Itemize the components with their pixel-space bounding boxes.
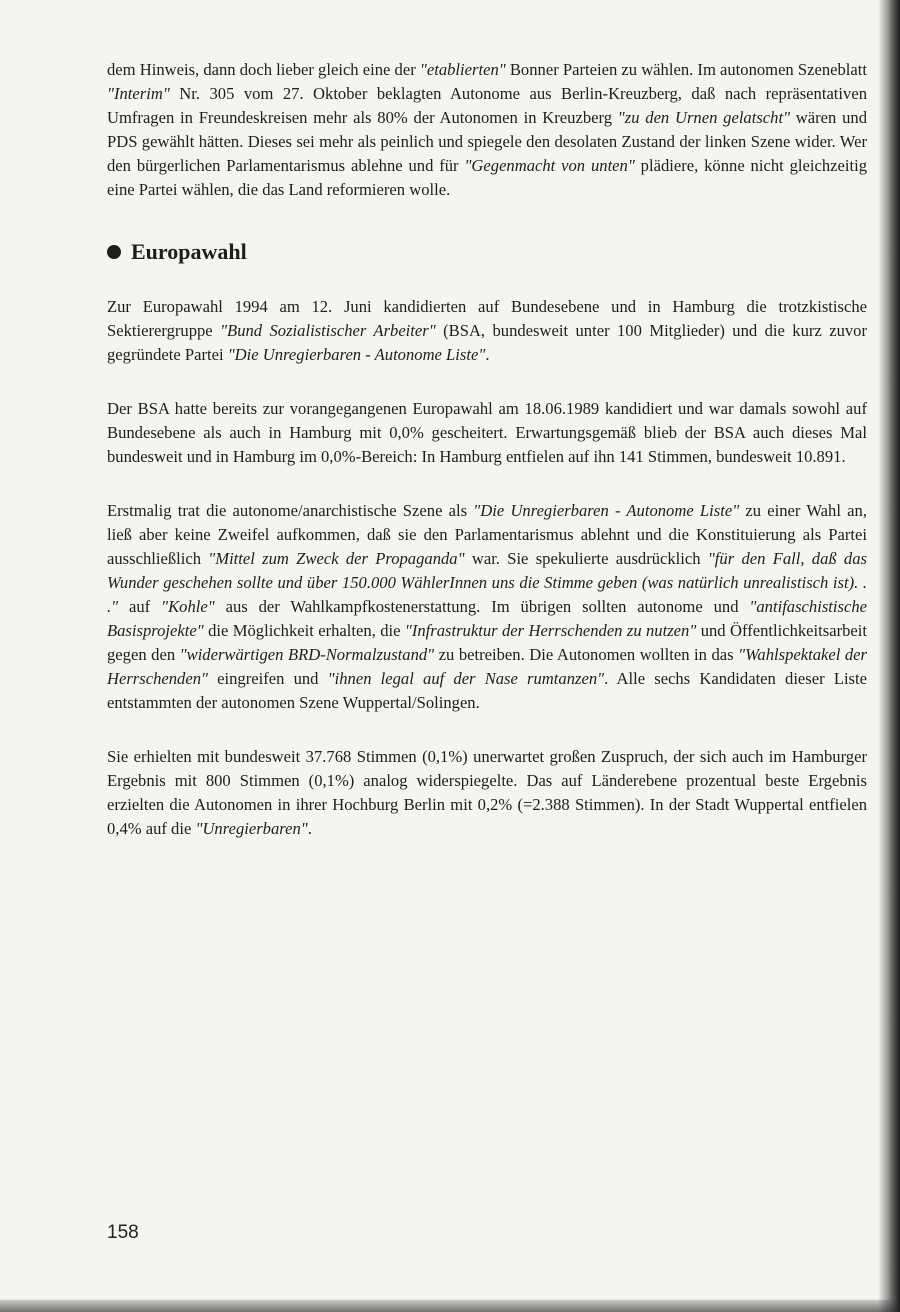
text-run: Sie erhielten mit bundesweit 37.768 Stimmen (0,1%) unerwartet großen Zuspruch, der sich auch im Hamburger Ergebnis mit 800 Stimmen (0,1%) analog widerspiegelte. Das auf Länderebene prozentual beste Ergebnis erzielten die Autonomen in ihrer Hochburg Berlin mit 0,2% (=2.388 Stimmen). In der Stadt Wuppertal entfielen 0,4% auf die xyxy=(107,747,867,838)
text-run: . Alle sechs Kandidaten dieser Liste entstammten der autonomen Szene Wuppertal/Solingen. xyxy=(107,669,867,712)
text-run: plädiere, könne nicht gleichzeitig eine Partei wählen, die das Land reformieren wolle. xyxy=(107,156,867,199)
quote: "Gegenmacht von unten" xyxy=(464,156,635,175)
section-heading-text: Europawahl xyxy=(131,239,247,264)
text-run: aus der Wahlkampfkostenerstattung. Im übrigen sollten autonome und xyxy=(214,597,750,616)
section-heading xyxy=(107,237,867,267)
quote: "etablierten" xyxy=(419,60,506,79)
quote: "widerwärtigen BRD-Normalzustand" xyxy=(179,645,435,664)
text-run: die Möglichkeit erhalten, die xyxy=(203,621,405,640)
quote: "antifaschistische Basisprojekte" xyxy=(107,597,867,640)
text-run: Zur Europawahl 1994 am 12. Juni kandidierten auf Bundesebene und in Hamburg die trotzkistische Sektierergruppe xyxy=(107,297,867,340)
text-run: zu einer Wahl an, ließ aber keine Zweifel aufkommen, daß sie den Parlamentarismus ablehnt und die Konstituierung als Partei ausschließlich xyxy=(107,501,867,568)
quote: "Unregierbaren" xyxy=(195,819,308,838)
quote: "zu den Urnen gelatscht" xyxy=(617,108,791,127)
quote: "Die Unregierbaren - Autonome Liste" xyxy=(473,501,740,520)
text-run: . xyxy=(307,819,312,838)
paragraph-4 xyxy=(107,745,867,841)
text-run: zu betreiben. Die Autonomen wollten in das xyxy=(434,645,739,664)
text-run: eingreifen und xyxy=(207,669,328,688)
text-run: Erstmalig trat die autonome/anarchistische Szene als xyxy=(107,501,474,520)
text-run: Bonner Parteien zu wählen. Im autonomen Szeneblatt xyxy=(505,60,867,79)
text-run: (BSA, bundesweit unter 100 Mitglieder) und die kurz zuvor gegründete Partei xyxy=(107,321,867,364)
text-run: . xyxy=(485,345,490,364)
quote: "Bund Sozialistischer Arbeiter" xyxy=(220,321,436,340)
scan-bottom-shadow xyxy=(0,1298,900,1312)
quote: "Mittel zum Zweck der Propaganda" xyxy=(208,549,465,568)
page-number: 158 xyxy=(107,1222,139,1243)
paragraph-2: Der BSA hatte bereits zur vorangegangenen Europawahl am 18.06.1989 kandidiert und war damals sowohl auf Bundesebene als auch in Hamburg mit 0,0% gescheitert. Erwartungsgemäß blieb der BSA auch dieses Mal bundesweit und in Hamburg im 0,0%-Bereich: In Hamburg entfielen auf ihn 141 Stimmen, bundesweit 10.891. xyxy=(107,399,867,466)
quote: "Interim" xyxy=(107,84,170,103)
text-run: auf xyxy=(118,597,162,616)
scan-edge-shadow xyxy=(878,0,900,1312)
text-run: Nr. 305 vom 27. Oktober beklagten Autonome aus Berlin-Kreuzberg, daß nach repräsentativen Umfragen in Freundeskreisen mehr als 80% der Autonomen in Kreuzberg xyxy=(107,84,867,127)
quote: "Infrastruktur der Herrschenden zu nutzen" xyxy=(404,621,697,640)
text-run: war. Sie spekulierte ausdrücklich xyxy=(464,549,708,568)
text-run: dem Hinweis, dann doch lieber gleich eine der xyxy=(107,60,420,79)
paragraph-1 xyxy=(107,295,867,367)
quote: "für den Fall, daß das Wunder geschehen sollte und über 150.000 WählerInnen uns die Stimme geben (was natürlich unrealistisch ist). . ." xyxy=(107,549,867,616)
paragraph-3 xyxy=(107,499,867,715)
quote: "Wahlspektakel der Herrschenden" xyxy=(107,645,867,688)
quote: "ihnen legal auf der Nase rumtanzen" xyxy=(327,669,605,688)
bullet-icon xyxy=(107,245,121,259)
intro-paragraph xyxy=(107,58,867,202)
page-body xyxy=(107,58,867,871)
text-run: und Öffentlichkeitsarbeit gegen den xyxy=(107,621,867,664)
quote: "Die Unregierbaren - Autonome Liste" xyxy=(227,345,486,364)
quote: "Kohle" xyxy=(161,597,215,616)
text-run: wären und PDS gewählt hätten. Dieses sei mehr als peinlich und spiegele den desolaten Zustand der linken Szene wider. Wer den bürgerlichen Parlamentarismus ablehne und für xyxy=(107,108,868,175)
